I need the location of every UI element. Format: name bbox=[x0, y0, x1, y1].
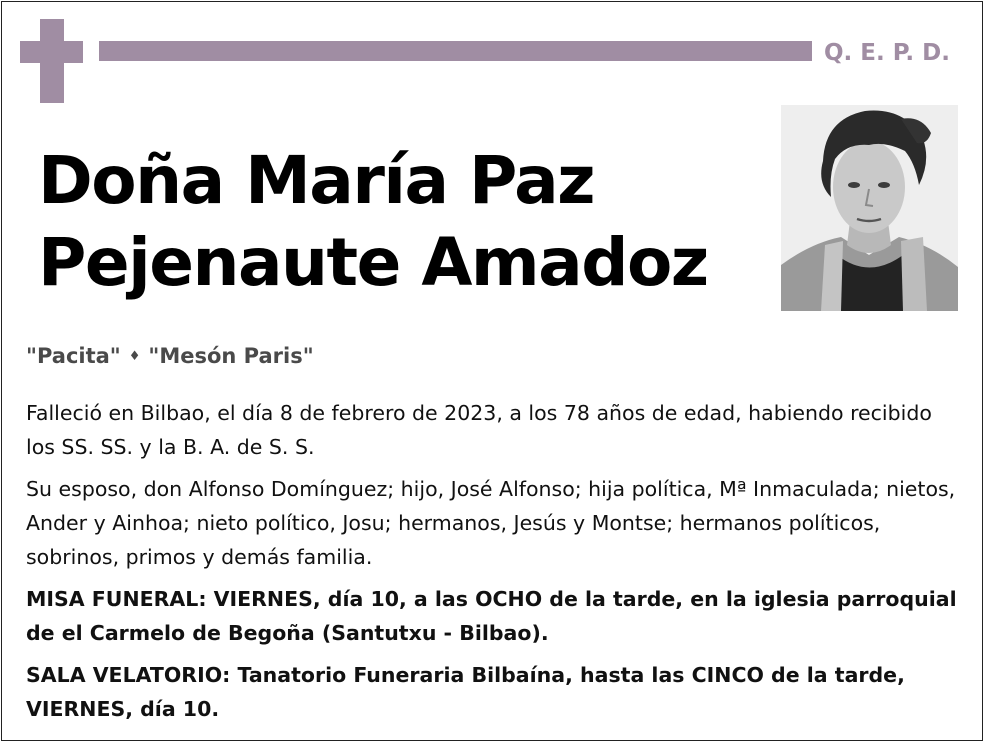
header-rule bbox=[99, 41, 812, 61]
obituary-notice bbox=[1, 1, 983, 741]
notice-body bbox=[26, 396, 966, 734]
wake-paragraph: SALA VELATORIO: Tanatorio Funeraria Bilbaína, hasta las CINCO de la tarde, VIERNES, día 10. bbox=[26, 663, 905, 721]
aliases-line bbox=[26, 341, 314, 371]
deceased-name bbox=[38, 140, 758, 304]
portrait-photo bbox=[781, 105, 958, 311]
portrait-photo-drawing bbox=[781, 105, 958, 311]
cross-icon-crossbar bbox=[20, 41, 83, 63]
diamond-separator-icon: ♦ bbox=[128, 349, 141, 364]
qepd-label: Q. E. P. D. bbox=[824, 40, 950, 66]
funeral-paragraph: MISA FUNERAL: VIERNES, día 10, a las OCHO de la tarde, en la iglesia parroquial de el Carmelo de Begoña (Santutxu - Bilbao). bbox=[26, 587, 957, 645]
name-line-1: Doña María Paz bbox=[38, 142, 595, 219]
alias-meson-paris: "Mesón Paris" bbox=[148, 344, 314, 368]
death-paragraph: Falleció en Bilbao, el día 8 de febrero de 2023, a los 78 años de edad, habiendo recibido los SS. SS. y la B. A. de S. S. bbox=[26, 401, 932, 459]
alias-pacita: "Pacita" bbox=[26, 344, 121, 368]
family-paragraph: Su esposo, don Alfonso Domínguez; hijo, José Alfonso; hija política, Mª Inmaculada; nietos, Ander y Ainhoa; nieto político, Josu; hermanos, Jesús y Montse; hermanos políticos, sobrinos, primos y demás familia. bbox=[26, 477, 956, 569]
name-line-2: Pejenaute Amadoz bbox=[38, 224, 708, 301]
